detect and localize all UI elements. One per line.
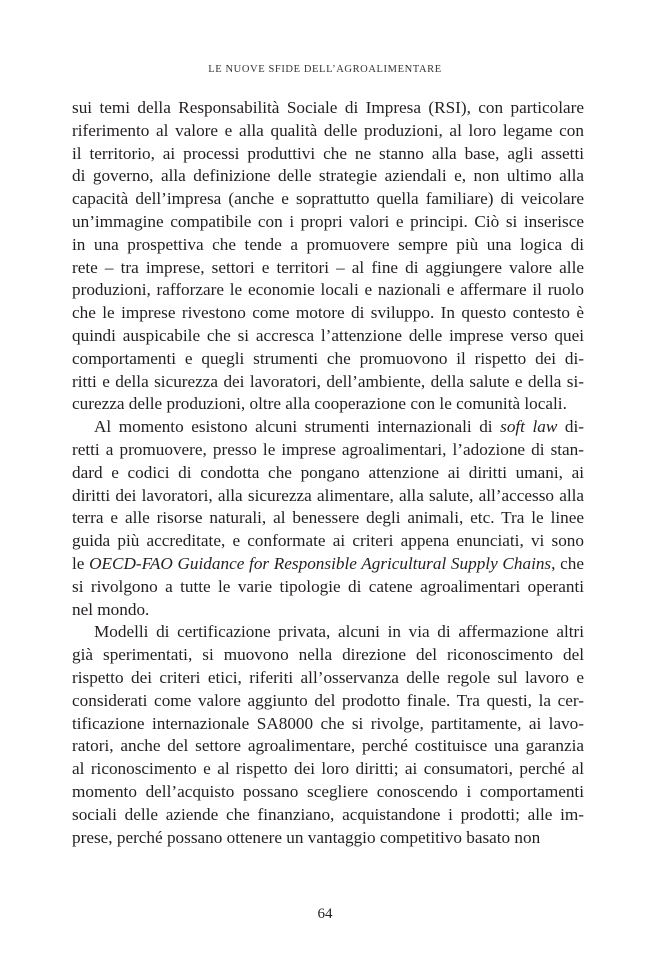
text-run: prese, perché possano ottenere un vantaggio competitivo basato non [72, 827, 541, 847]
text-run: riferimento al valore e alla qualità delle produzioni, al loro legame con [72, 120, 584, 140]
body-text [72, 97, 584, 849]
text-run: curezza delle produzioni, oltre alla cooperazione con le comunità locali. [72, 394, 567, 414]
text-run: il territorio, ai processi produttivi che ne stanno alla base, agli assetti [72, 143, 584, 163]
page-number: 64 [317, 906, 333, 922]
text-line [72, 325, 584, 348]
text-line [72, 416, 584, 439]
text-line [72, 97, 584, 120]
text-run: Modelli di certificazione privata, alcuni in via di affermazione altri [94, 622, 584, 642]
text-run: le [72, 553, 90, 573]
text-run: al riconoscimento e al rispetto dei loro diritti; ai consumatori, perché al [72, 759, 584, 779]
text-run: rete – tra imprese, settori e territori – al fine di aggiungere valore alle [72, 257, 584, 277]
text-line [72, 279, 584, 302]
text-line [72, 667, 584, 690]
text-run: nel mondo. [72, 599, 150, 619]
text-line [72, 576, 584, 599]
text-run: un’immagine compatibile con i propri valori e principi. Ciò si inserisce [72, 211, 584, 231]
text-line [72, 530, 584, 553]
text-run: sui temi della Responsabilità Sociale di Impresa (RSI), con particolare [72, 98, 584, 117]
text-run: , che [551, 553, 584, 573]
text-line [72, 485, 584, 508]
text-run: produzioni, rafforzare le economie locali e nazionali e affermare il ruolo [72, 280, 584, 300]
text-line [72, 599, 584, 622]
italic-term: OECD-FAO Guidance for Responsible Agricultural Supply Chains [89, 553, 552, 573]
text-line [72, 690, 584, 713]
text-line [72, 735, 584, 758]
text-line [72, 507, 584, 530]
text-run: di governo, alla definizione delle strategie aziendali e, non ultimo alla [72, 166, 584, 186]
text-line [72, 302, 584, 325]
italic-term: soft law [500, 417, 558, 437]
text-run: di- [557, 417, 585, 437]
text-line [72, 644, 584, 667]
text-line [72, 439, 584, 462]
text-line [72, 393, 584, 416]
text-run: rispetto dei criteri etici, riferiti all’osservanza delle regole sul lavoro e [72, 667, 584, 687]
text-line [72, 758, 584, 781]
text-line [72, 143, 584, 166]
text-line [72, 827, 584, 850]
text-run: terra e alle risorse naturali, al benessere degli animali, etc. Tra le linee [72, 508, 584, 528]
text-run: momento dell’acquisto possano scegliere conoscendo i comportamenti [72, 781, 584, 801]
text-run: diritti dei lavoratori, alla sicurezza alimentare, alla salute, all’accesso alla [72, 485, 584, 505]
text-run: che le imprese rivestono come motore di sviluppo. In questo contesto è [72, 303, 584, 323]
text-run: ritti e della sicurezza dei lavoratori, dell’ambiente, della salute e della si- [72, 371, 584, 391]
text-run: in una prospettiva che tende a promuovere sempre più una logica di [72, 234, 584, 254]
text-run: si rivolgono a tutte le varie tipologie di catene agroalimentari operanti [72, 576, 584, 596]
text-line [72, 348, 584, 371]
text-line [72, 713, 584, 736]
text-line [72, 553, 584, 576]
text-line [72, 165, 584, 188]
text-run: retti a promuovere, presso le imprese agroalimentari, l’adozione di stan- [72, 439, 584, 459]
text-line [72, 257, 584, 280]
text-line [72, 234, 584, 257]
text-line [72, 804, 584, 827]
text-run: sociali delle aziende che finanziano, acquistandone i prodotti; alle im- [72, 804, 584, 824]
text-line [72, 211, 584, 234]
text-run: comportamenti e quegli strumenti che promuovono il rispetto dei di- [72, 348, 584, 368]
text-line [72, 462, 584, 485]
text-run: già sperimentati, si muovono nella direzione del riconoscimento del [72, 645, 584, 665]
text-line [72, 120, 584, 143]
text-run: dard e codici di condotta che pongano attenzione ai diritti umani, ai [72, 462, 584, 482]
text-line [72, 188, 584, 211]
text-line [72, 621, 584, 644]
text-line [72, 371, 584, 394]
text-run: guida più accreditate, e conformate ai criteri appena enunciati, vi sono [72, 531, 584, 551]
text-line [72, 781, 584, 804]
text-run: tificazione internazionale SA8000 che si rivolge, partitamente, ai lavo- [72, 713, 584, 733]
text-run: ratori, anche del settore agroalimentare, perché costituisce una garanzia [72, 736, 584, 756]
text-run: capacità dell’impresa (anche e soprattutto quella familiare) di veicolare [72, 189, 584, 209]
text-run: Al momento esistono alcuni strumenti internazionali di [94, 417, 501, 437]
running-head: LE NUOVE SFIDE DELL’AGROALIMENTARE [208, 64, 442, 75]
text-run: quindi auspicabile che si accresca l’attenzione delle imprese verso quei [72, 325, 584, 345]
text-run: considerati come valore aggiunto del prodotto finale. Tra questi, la cer- [72, 690, 584, 710]
